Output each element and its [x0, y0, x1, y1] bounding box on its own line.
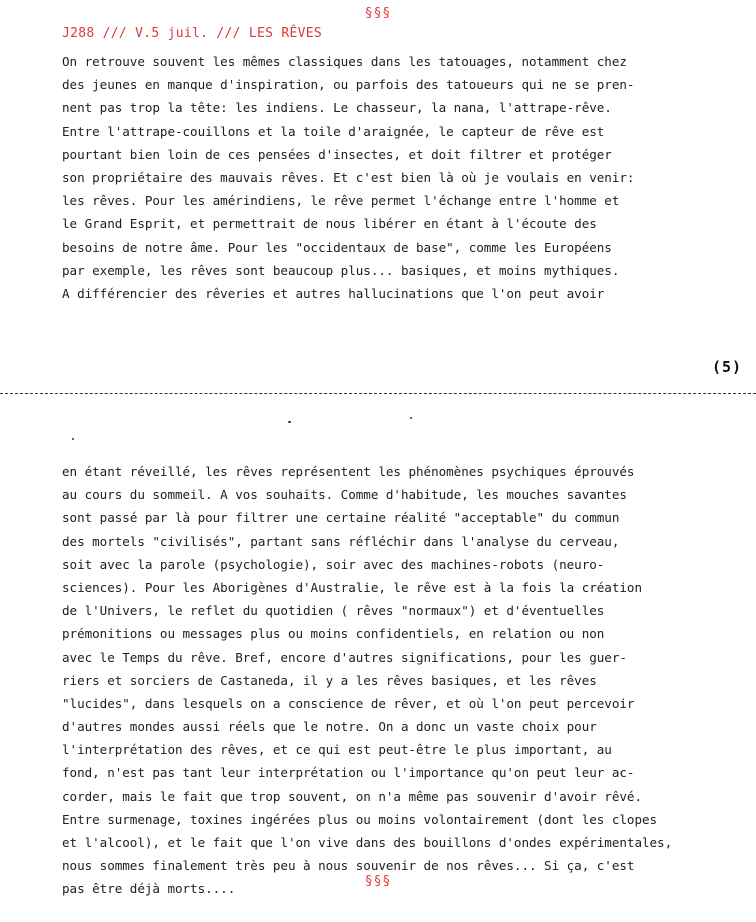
text-line: Entre l'attrape-couillons et la toile d'araignée, le capteur de rêve est: [62, 123, 605, 139]
ink-speck: [410, 417, 412, 419]
text-line: besoins de notre âme. Pour les "occidentaux de base", comme les Européens: [62, 239, 612, 255]
text-line: d'autres mondes aussi réels que le notre. On a donc un vaste choix pour: [62, 719, 597, 735]
text-line: prémonitions ou messages plus ou moins confidentiels, en relation ou non: [62, 626, 605, 642]
article-header: J288 /// V.5 juil. /// LES RÊVES: [62, 26, 323, 41]
text-line: sciences). Pour les Aborigènes d'Australie, le rêve est à la fois la création: [62, 579, 642, 595]
text-line: A différencier des rêveries et autres hallucinations que l'on peut avoir: [62, 285, 605, 301]
text-line: soit avec la parole (psychologie), soir avec des machines-robots (neuro-: [62, 556, 605, 572]
text-line: pourtant bien loin de ces pensées d'insectes, et doit filtrer et protéger: [62, 146, 612, 162]
text-line: corder, mais le fait que trop souvent, on n'a même pas souvenir d'avoir rêvé.: [62, 788, 642, 804]
text-line: par exemple, les rêves sont beaucoup plus... basiques, et moins mythiques.: [62, 262, 620, 278]
text-line: On retrouve souvent les mêmes classiques dans les tatouages, notamment chez: [62, 54, 627, 69]
text-line: des jeunes en manque d'inspiration, ou parfois des tatoueurs qui ne se pren-: [62, 77, 635, 93]
top-ornament: §§§: [364, 6, 392, 21]
text-line: "lucides", dans lesquels on a conscience de rêver, et où l'on peut percevoir: [62, 695, 635, 711]
text-line: l'interprétation des rêves, et ce qui est peut-être le plus important, au: [62, 742, 612, 758]
text-line: de l'Univers, le reflet du quotidien ( rêves "normaux") et d'éventuelles: [62, 603, 605, 619]
text-line: nous sommes finalement très peu à nous souvenir de nos rêves... Si ça, c'est: [62, 858, 635, 874]
text-line: sont passé par là pour filtrer une certaine réalité "acceptable" du commun: [62, 510, 620, 526]
cut-line-divider: [0, 393, 756, 394]
text-block-upper: [62, 50, 752, 305]
text-line: nent pas trop la tête: les indiens. Le chasseur, la nana, l'attrape-rêve.: [62, 100, 612, 116]
text-line: avec le Temps du rêve. Bref, encore d'autres significations, pour les guer-: [62, 649, 627, 665]
text-line: et l'alcool), et le fait que l'on vive dans des bouillons d'ondes expérimentales,: [62, 835, 673, 850]
text-line: des mortels "civilisés", partant sans réfléchir dans l'analyse du cerveau,: [62, 533, 620, 549]
text-line: en étant réveillé, les rêves représentent les phénomènes psychiques éprouvés: [62, 464, 635, 479]
text-line: au cours du sommeil. A vos souhaits. Comme d'habitude, les mouches savantes: [62, 487, 627, 503]
ink-speck: [72, 438, 74, 440]
text-block-lower: [62, 460, 752, 901]
text-line: fond, n'est pas tant leur interprétation ou l'importance qu'on peut leur ac-: [62, 765, 635, 781]
bottom-ornament: §§§: [364, 874, 392, 889]
text-line: pas être déjà morts....: [62, 881, 236, 897]
ink-speck: [288, 421, 291, 423]
text-line: riers et sorciers de Castaneda, il y a les rêves basiques, et les rêves: [62, 672, 597, 688]
text-line: Entre surmenage, toxines ingérées plus ou moins volontairement (dont les clopes: [62, 811, 658, 827]
page-number: (5): [712, 358, 743, 376]
text-line: son propriétaire des mauvais rêves. Et c'est bien là où je voulais en venir:: [62, 169, 635, 185]
text-line: le Grand Esprit, et permettrait de nous libérer en étant à l'écoute des: [62, 216, 597, 232]
text-line: les rêves. Pour les amérindiens, le rêve permet l'échange entre l'homme et: [62, 193, 620, 209]
